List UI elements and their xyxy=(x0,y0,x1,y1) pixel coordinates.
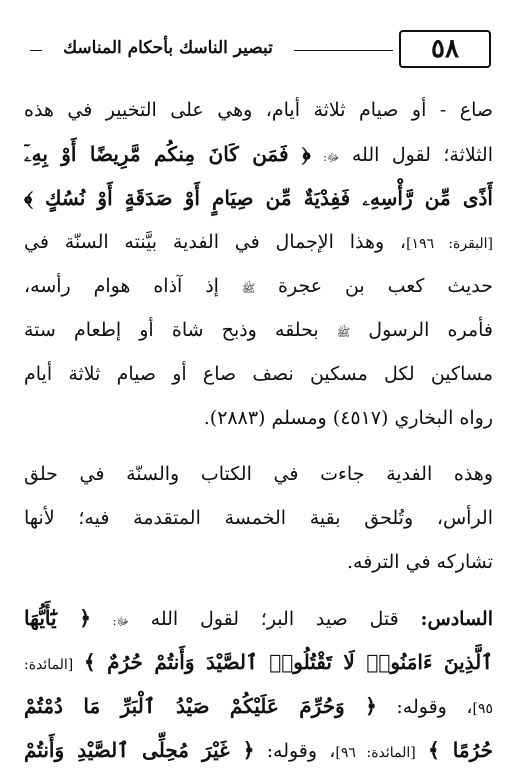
line-text: مساكين لكل مسكين نصف صاع أو صيام ثلاثة أيام xyxy=(24,363,493,385)
line-text: قتل صيد البر؛ لقول الله xyxy=(150,608,399,630)
text-line xyxy=(24,132,493,176)
verse-reference: [البقرة: ١٩٦] xyxy=(406,236,493,252)
verse-reference: ٩٥] xyxy=(472,701,493,717)
line-text: الرأس، وتُلحق بقية الخمسة المتقدمة فيه؛ لأنها xyxy=(24,507,493,529)
quran-verse: حُرُمًا ﴾ xyxy=(427,738,493,762)
quran-verse: ﴿ وَحُرِّمَ عَلَيْكُمْ صَيْدُ ٱلْبَرِّ مَا دُمْتُمْ xyxy=(24,694,377,718)
line-text: ، وقوله: xyxy=(266,740,336,762)
text-line xyxy=(24,220,493,264)
line-text: بحلقه وذبح شاة أو إطعام ستة xyxy=(24,319,319,341)
quran-verse: أَذًى مِّن رَّأْسِهِۦ فَفِدْيَةٌ مِّن صِيَامٍ أَوْ صَدَقَةٍ أَوْ نُسُكٍ ﴾ xyxy=(24,186,493,210)
paragraph-2 xyxy=(24,452,493,584)
section-heading: السادس: xyxy=(420,608,493,630)
text-line xyxy=(24,684,493,728)
line-text: ، وقوله: xyxy=(396,696,473,718)
text-line xyxy=(24,176,493,220)
line-text: حديث كعب بن عجرة xyxy=(278,275,493,297)
verse-reference: [المائدة: ٩٦] xyxy=(335,745,416,761)
salutation-glyph: ﷺ xyxy=(336,326,351,339)
line-text: تشاركه في الترفه. xyxy=(346,551,493,573)
text-line xyxy=(24,496,493,540)
verse-reference: [المائدة: xyxy=(24,657,74,673)
page-number: ٥٨ xyxy=(431,34,459,64)
line-text: فأمره الرسول xyxy=(368,319,493,341)
line-text: إذ آذاه هوام رأسه، xyxy=(24,275,219,297)
page-header xyxy=(24,30,491,70)
quran-verse: ﴿ فَمَن كَانَ مِنكُم مَّرِيضًا أَوْ بِهِۦٓ xyxy=(24,142,311,166)
text-line xyxy=(24,596,493,640)
paragraph-1 xyxy=(24,88,493,440)
quran-verse: ٱلَّذِينَ ءَامَنُوا۟ لَا تَقْتُلُوا۟ ٱلصَّيْدَ وَأَنتُمْ حُرُمٌ ﴾ xyxy=(83,650,493,674)
quran-verse: ﴿ غَيْرَ مُحِلِّى ٱلصَّيْدِ وَأَنتُمْ xyxy=(24,738,255,762)
salutation-glyph: ﷺ xyxy=(241,282,256,295)
text-line xyxy=(24,728,493,772)
text-line xyxy=(24,308,493,352)
page-body xyxy=(24,88,493,784)
line-text: صاع - أو صيام ثلاثة أيام، وهي على التخيير في هذه xyxy=(24,99,493,121)
quran-verse: ﴿ يَٰٓأَيُّهَا xyxy=(24,606,91,630)
text-line xyxy=(24,88,493,132)
praise-glyph: ﷻ: xyxy=(323,151,340,164)
text-line xyxy=(24,540,493,584)
paragraph-3 xyxy=(24,596,493,772)
book-title: تبصير الناسك بأحكام المناسك xyxy=(42,34,294,62)
text-line xyxy=(24,452,493,496)
praise-glyph: ﷻ: xyxy=(112,615,129,628)
line-text: الثلاثة؛ لقول الله xyxy=(351,144,493,166)
text-line xyxy=(24,352,493,396)
line-text: رواه البخاري (٤٥١٧) ومسلم (٢٨٨٣). xyxy=(203,407,493,429)
text-line xyxy=(24,640,493,684)
text-line xyxy=(24,396,493,440)
line-text: ، وهذا الإجمال في الفدية بيَّنته السنّة في xyxy=(24,231,407,253)
line-text: وهذه الفدية جاءت في الكتاب والسنّة في حلق xyxy=(24,463,493,485)
page-number-box xyxy=(399,30,491,68)
text-line xyxy=(24,264,493,308)
